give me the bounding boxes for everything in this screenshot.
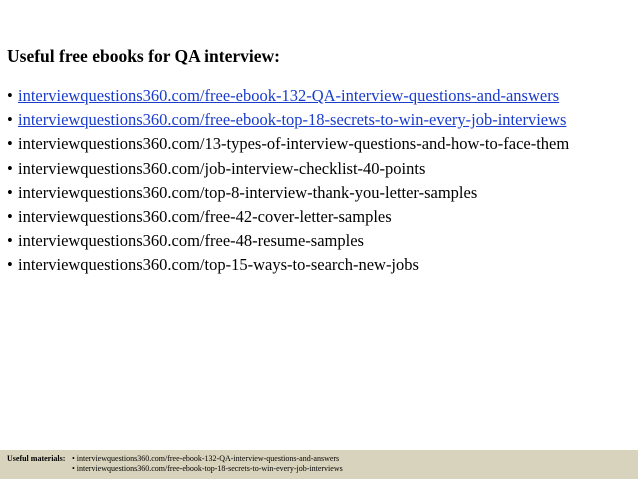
footer-link[interactable]: • interviewquestions360.com/free-ebook-top-18-secrets-to-win-every-job-interviews — [72, 464, 343, 473]
list-item — [7, 229, 569, 253]
list-item[interactable] — [7, 108, 569, 132]
list-item-text: interviewquestions360.com/free-48-resume-samples — [18, 231, 364, 251]
bullet: • — [7, 86, 13, 105]
list-item-text: interviewquestions360.com/job-interview-checklist-40-points — [18, 158, 426, 178]
list-item — [7, 132, 569, 156]
footer-label: Useful materials: — [7, 454, 66, 463]
list-item-text: interviewquestions360.com/13-types-of-interview-questions-and-how-to-face-them — [18, 134, 570, 154]
bullet: • — [7, 134, 13, 154]
bullet: • — [7, 182, 13, 202]
list-item — [7, 253, 569, 277]
list-item — [7, 205, 569, 229]
footer-bar — [0, 450, 638, 479]
footer-links — [72, 454, 343, 474]
list-item-text: interviewquestions360.com/free-42-cover-letter-samples — [18, 206, 392, 226]
bullet: • — [7, 255, 13, 275]
bullet: • — [7, 158, 13, 178]
bullet: • — [7, 110, 13, 130]
ebook-link[interactable]: interviewquestions360.com/free-ebook-132-QA-interview-questions-and-answers — [18, 86, 560, 105]
list-item-text: interviewquestions360.com/top-15-ways-to-search-new-jobs — [18, 255, 419, 275]
ebook-link[interactable]: interviewquestions360.com/free-ebook-top-18-secrets-to-win-every-job-interviews — [18, 110, 567, 130]
ebook-list — [7, 84, 569, 278]
slide-title: Useful free ebooks for QA interview: — [7, 46, 280, 66]
footer-link[interactable]: • interviewquestions360.com/free-ebook-132-QA-interview-questions-and-answers — [72, 454, 340, 463]
list-item-text: interviewquestions360.com/top-8-interview-thank-you-letter-samples — [18, 182, 478, 202]
list-item — [7, 157, 569, 181]
bullet: • — [7, 206, 13, 226]
bullet: • — [7, 231, 13, 251]
list-item — [7, 181, 569, 205]
list-item[interactable] — [7, 84, 569, 108]
